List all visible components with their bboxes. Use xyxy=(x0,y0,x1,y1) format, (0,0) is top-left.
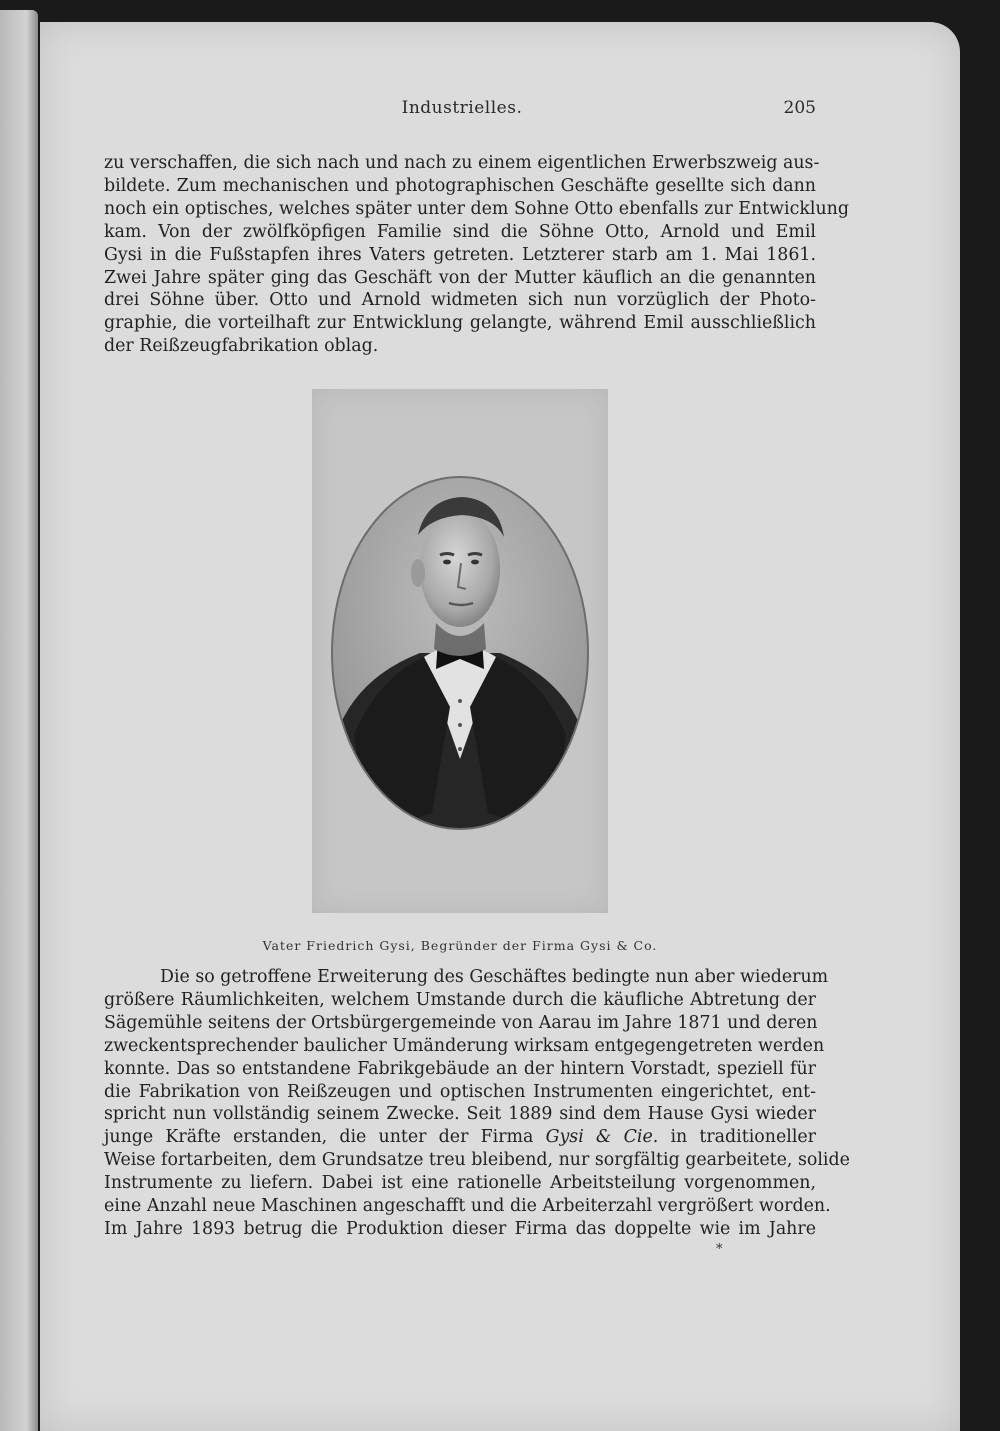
text-line: Im Jahre 1893 betrug die Produktion dieser Firma das doppelte wie im Jahre xyxy=(104,1218,816,1239)
text-line: zu verschaffen, die sich nach und nach zu einem eigentlichen Erwerbszweig aus- xyxy=(104,153,820,173)
text-line: eine Anzahl neue Maschinen angeschafft und die Arbeiterzahl vergrößert worden. xyxy=(104,1196,831,1217)
text-line: Weise fortarbeiten, dem Grundsatze treu bleibend, nur sorgfältig gearbeitete, solide xyxy=(104,1150,850,1171)
text-line: zweckentsprechender baulicher Umänderung wirksam entgegengetreten werden xyxy=(104,1035,825,1056)
text-line: bildete. Zum mechanischen und photographischen Geschäfte gesellte sich dann xyxy=(104,175,816,196)
text-line: größere Räumlichkeiten, welchem Umstande durch die käufliche Abtretung der xyxy=(104,989,816,1010)
text-line: konnte. Das so entstandene Fabrikgebäude an der hintern Vorstadt, speziell für xyxy=(104,1058,816,1079)
firm-name: Gysi & Cie. xyxy=(545,1127,659,1148)
firm-line-after: in traditioneller xyxy=(670,1127,816,1148)
text-line: Sägemühle seitens der Ortsbürgergemeinde von Aarau im Jahre 1871 und deren xyxy=(104,1012,818,1033)
paragraph-2 xyxy=(104,966,850,1241)
figure-caption: Vater Friedrich Gysi, Begründer der Firma Gysi & Co. xyxy=(262,938,658,953)
paragraph-1 xyxy=(104,152,849,358)
text-line: noch ein optisches, welches später unter dem Sohne Otto ebenfalls zur Entwicklung xyxy=(104,198,849,219)
text-line: Gysi in die Fußstapfen ihres Vaters getreten. Letzterer starb am 1. Mai 1861. xyxy=(104,244,816,265)
portrait-figure xyxy=(312,389,608,913)
text-line-with-firm-name xyxy=(104,1126,816,1149)
text-line: Die so getroffene Erweiterung des Geschäftes bedingte nun aber wiederum xyxy=(160,967,829,987)
text-line: Instrumente zu liefern. Dabei ist eine rationelle Arbeitsteilung vorgenommen, xyxy=(104,1173,816,1194)
page-number: 205 xyxy=(783,98,816,118)
firm-line-before: junge Kräfte erstanden, die unter der Firma xyxy=(104,1127,534,1148)
text-line: der Reißzeugfabrikation oblag. xyxy=(104,336,379,357)
portrait-photo xyxy=(328,473,592,833)
running-title: Industrielles. xyxy=(401,98,523,118)
text-line: spricht nun vollständig seinem Zwecke. Seit 1889 sind dem Hause Gysi wieder xyxy=(104,1104,816,1125)
text-line: die Fabrikation von Reißzeugen und optischen Instrumenten eingerichtet, ent- xyxy=(104,1081,816,1102)
running-head xyxy=(104,98,820,120)
left-page-edge xyxy=(0,10,38,1431)
text-line: kam. Von der zwölfköpfigen Familie sind die Söhne Otto, Arnold und Emil xyxy=(104,221,816,242)
footnote-mark: * xyxy=(716,1242,723,1257)
text-line: graphie, die vorteilhaft zur Entwicklung gelangte, während Emil ausschließlich xyxy=(104,313,816,334)
text-line: drei Söhne über. Otto und Arnold widmeten sich nun vorzüglich der Photo- xyxy=(104,290,816,311)
text-line: Zwei Jahre später ging das Geschäft von der Mutter käuflich an die genannten xyxy=(104,267,816,288)
